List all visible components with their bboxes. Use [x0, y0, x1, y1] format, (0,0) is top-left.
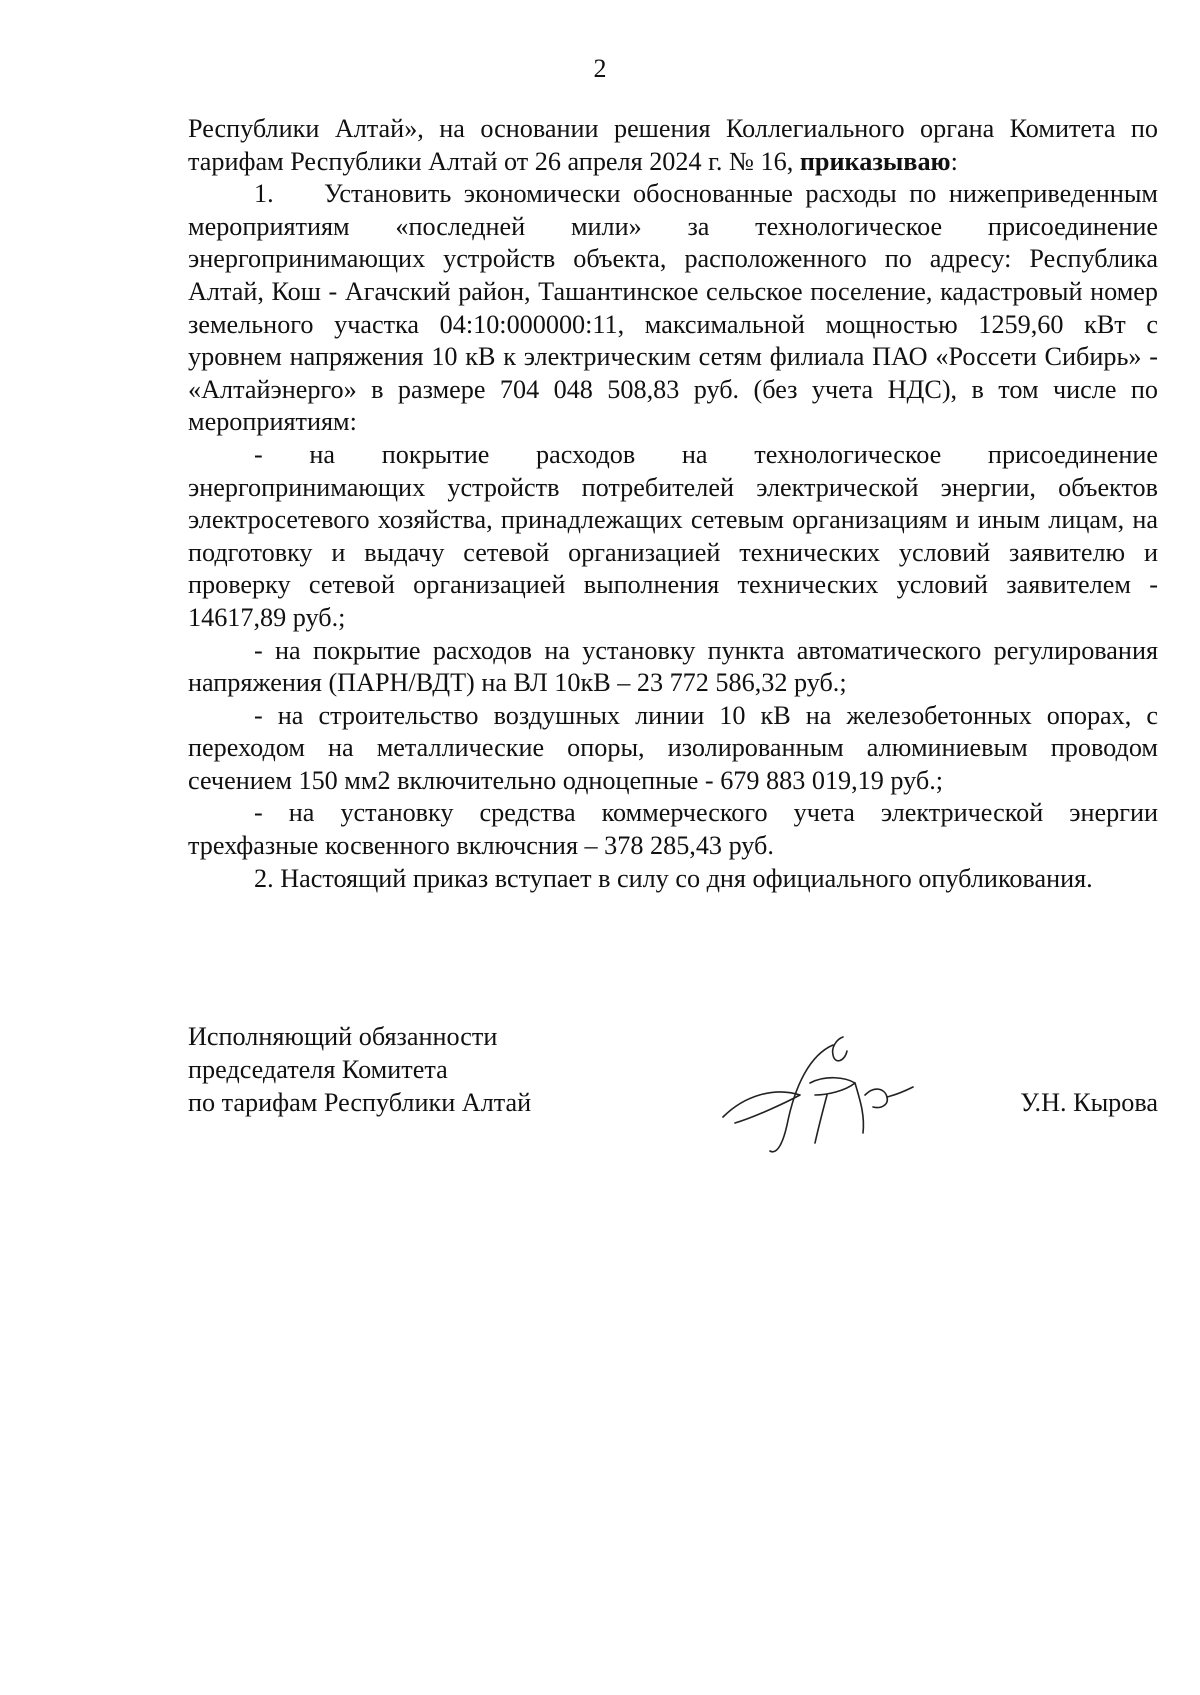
item-1-number: 1.	[254, 179, 274, 209]
item-1-paragraph	[188, 178, 1158, 439]
signatory-title-line-2: председателя Комитета	[188, 1055, 448, 1084]
item-2-paragraph: 2. Настоящий приказ вступает в силу со дня официального опубликования.	[254, 863, 1093, 893]
intro-paragraph	[188, 113, 1158, 178]
intro-colon: :	[950, 146, 958, 176]
bullet-1: - на покрытие расходов на технологическое присоединение энергопринимающих устройств потребителей электрической энергии, объектов электросетевого хозяйства, принадлежащих сетевым организациям и иным лицам, на подготовку и выдачу сетевой организацией технических условий заявителю и проверку сетевой организацией выполнения технических условий заявителем - 14617,89 руб.;	[188, 439, 1158, 632]
bullet-4: - на установку средства коммерческого учета электрической энергии трехфазные косвенного включсния – 378 285,43 руб.	[188, 798, 1158, 861]
order-verb: приказываю	[799, 146, 951, 176]
signatory-title-line-1: Исполняющий обязанности	[188, 1022, 498, 1051]
signatory-title	[188, 1020, 688, 1119]
intro-text: Республики Алтай», на основании решения Коллегиального органа Комитета по тарифам Республики Алтай от 26 апреля 2024 г. № 16,	[188, 114, 1158, 176]
bullet-3: - на строительство воздушных линии 10 кВ на железобетонных опорах, с переходом на металлические опоры, изолированным алюминиевым проводом сечением 150 мм2 включительно одноцепные - 679 883 019,19 руб.;	[188, 700, 1158, 795]
signatory-title-line-3: по тарифам Республики Алтай	[188, 1088, 532, 1117]
signatory-name: У.Н. Кырова	[1020, 1088, 1158, 1117]
page-number: 2	[593, 54, 607, 83]
document-body	[188, 113, 1158, 895]
handwritten-signature	[715, 1025, 915, 1165]
bullet-2: - на покрытие расходов на установку пункта автоматического регулирования напряжения (ПАРН/ВДТ) на ВЛ 10кВ – 23 772 586,32 руб.;	[188, 635, 1158, 698]
item-1-text: Установить экономически обоснованные расходы по нижеприведенным мероприятиям «последней мили» за технологическое присоединение энергопринимающих устройств объекта, расположенного по адресу: Республика Алтай, Кош - Агачский район, Ташантинское сельское поселение, кадастровый номер земельного участка 04:10:000000:11, максимальной мощностью 1259,60 кВт с уровнем напряжения 10 кВ к электрическим сетям филиала ПАО «Россети Сибирь» - «Алтайэнерго» в размере 704 048 508,83 руб. (без учета НДС), в том числе по мероприятиям:	[188, 179, 1158, 437]
